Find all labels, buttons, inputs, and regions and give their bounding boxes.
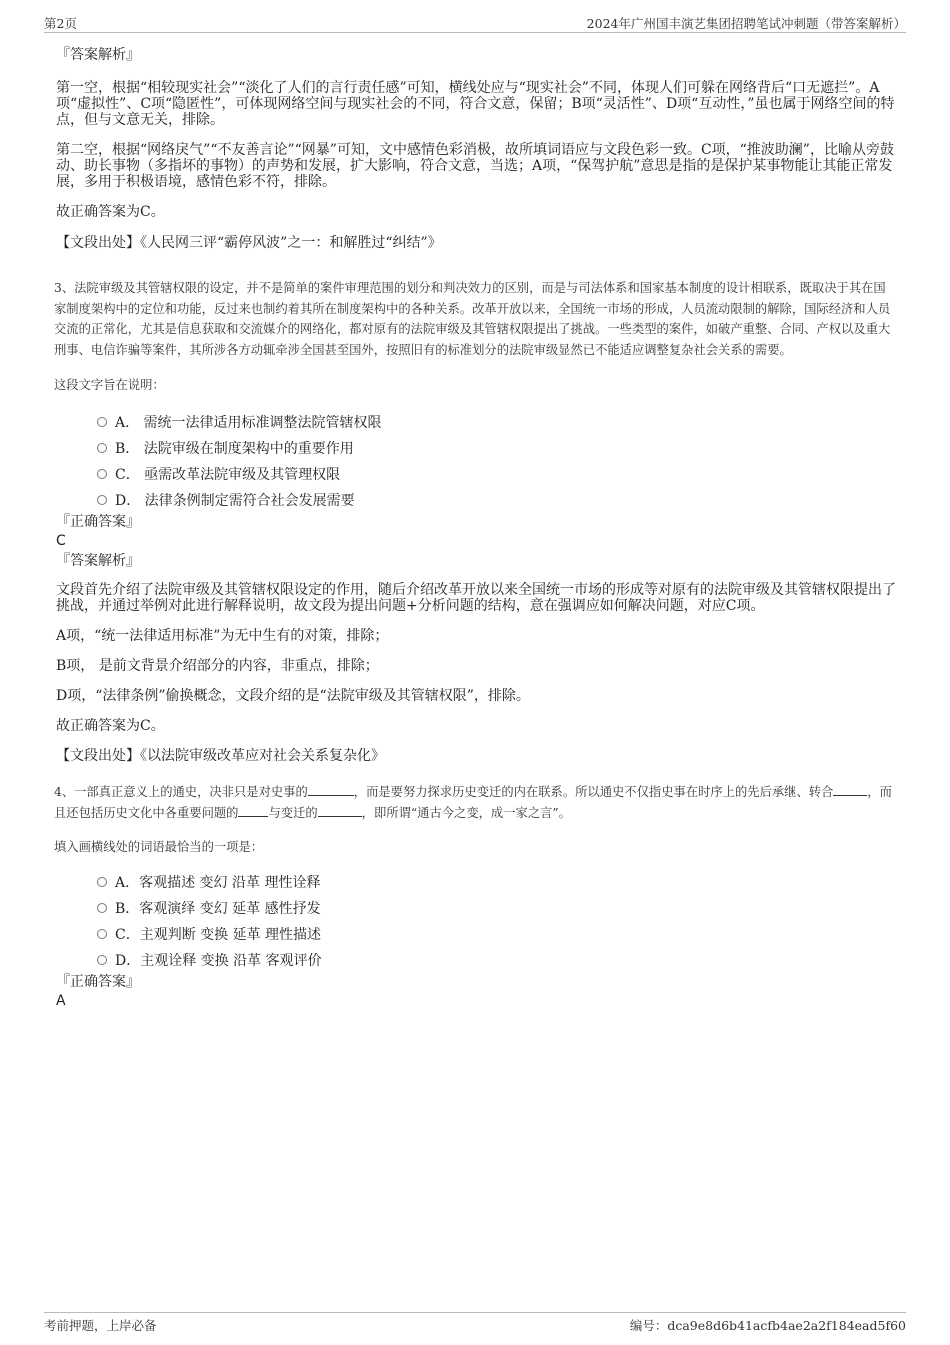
question-text: 4、一部真正意义上的通史，决非只是对史事的 ，而是要努力探求历史变迁的内在联系。所以通史不仅指史事在时序上的先后承继、转合 ，而且还包括历史文化中各重要问题的 与变迁的 ，即所谓“通古今之变，成一家之言”。 — [54, 782, 896, 823]
fill-blank-4 — [318, 803, 362, 817]
question-prompt: 这段文字旨在说明： — [54, 378, 165, 392]
option-b[interactable] — [97, 439, 896, 465]
radio-button[interactable] — [97, 877, 107, 887]
fill-blank-3 — [238, 803, 268, 817]
radio-button[interactable] — [97, 495, 107, 505]
analysis-paragraph: 第二空，根据“网络戾气”“不友善言论”“网暴”可知，文中感情色彩消极，故所填词语应与文段色彩一致。C项，“推波助澜”，比喻从旁鼓动、助长事物（多指坏的事物）的声势和发展，扩大影响，符合文意，当选；A项，“保驾护航”意思是指的是保护某事物能让其能正常发展，多用于积极语境，感情色彩不符，排除。 — [56, 142, 894, 190]
question-prompt: 填入画横线处的词语最恰当的一项是： — [54, 840, 264, 854]
answer-analysis-label: 『答案解析』 — [56, 553, 140, 569]
option-label: C．主观判断 变换 延革 理性描述 — [115, 927, 322, 943]
question-text: 3、法院审级及其管辖权限的设定，并不是简单的案件审理范围的划分和判决效力的区别，而是与司法体系和国家基本制度的设计相联系，既取决于其在国家制度架构中的定位和功能，反过来也制约着其所在制度架构中的各种关系。改革开放以来，全国统一市场的形成，人员流动限制的解除，国际经济和人员交流的正常化，尤其是信息获取和交流媒介的网络化，都对原有的法院审级及其管辖权限提出了挑战。一些类型的案件，如破产重整、合同、产权以及重大刑事、电信诈骗等案件，其所涉各方动辄牵涉全国甚至国外，按照旧有的标准划分的法院审级显然已不能适应调整复杂社会关系的需要。 — [54, 281, 891, 357]
source-citation: 【文段出处】《人民网三评“霸停风波”之一：和解胜过“纠结”》 — [56, 235, 442, 251]
option-c[interactable] — [97, 925, 896, 951]
radio-button[interactable] — [97, 929, 107, 939]
option-c[interactable] — [97, 465, 896, 491]
option-d[interactable] — [97, 951, 896, 977]
fill-blank-2 — [833, 782, 867, 796]
conclusion: 故正确答案为C。 — [56, 718, 165, 734]
analysis-note-d: D项，“法律条例”偷换概念，文段介绍的是“法院审级及其管辖权限”，排除。 — [56, 688, 530, 704]
fill-blank-1 — [308, 782, 354, 796]
page-header — [44, 12, 906, 33]
page-content — [56, 46, 896, 1009]
option-a[interactable] — [97, 413, 896, 439]
option-label: C． 亟需改革法院审级及其管理权限 — [115, 467, 341, 483]
correct-answer-label: 『正确答案』 — [56, 514, 140, 530]
radio-button[interactable] — [97, 417, 107, 427]
option-d[interactable] — [97, 491, 896, 517]
conclusion: 故正确答案为C。 — [56, 204, 165, 220]
option-label: B． 法院审级在制度架构中的重要作用 — [115, 441, 354, 457]
page-footer — [44, 1312, 906, 1335]
source-citation: 【文段出处】《以法院审级改革应对社会关系复杂化》 — [56, 748, 385, 764]
analysis-note-b: B项， 是前文背景介绍部分的内容，非重点，排除； — [56, 658, 379, 674]
options-list — [97, 873, 896, 977]
options-list — [97, 413, 896, 517]
footer-slogan: 考前押题，上岸必备 — [44, 1318, 157, 1333]
document-title: 2024年广州国丰演艺集团招聘笔试冲刺题（带答案解析） — [586, 16, 906, 31]
answer-analysis-label: 『答案解析』 — [56, 47, 140, 63]
document-code: 编号：dca9e8d6b41acfb4ae2a2f184ead5f60 — [629, 1318, 906, 1333]
radio-button[interactable] — [97, 955, 107, 965]
radio-button[interactable] — [97, 903, 107, 913]
radio-button[interactable] — [97, 443, 107, 453]
option-label: B．客观演绎 变幻 延革 感性抒发 — [115, 901, 321, 917]
option-a[interactable] — [97, 873, 896, 899]
correct-answer: A — [56, 993, 66, 1009]
analysis-note-a: A项，“统一法律适用标准”为无中生有的对策，排除； — [56, 628, 389, 644]
correct-answer-label: 『正确答案』 — [56, 974, 140, 990]
option-b[interactable] — [97, 899, 896, 925]
radio-button[interactable] — [97, 469, 107, 479]
correct-answer: C — [56, 533, 66, 549]
analysis-paragraph: 第一空，根据“相较现实社会”“淡化了人们的言行责任感”可知，横线处应与“现实社会”不同，体现人们可躲在网络背后“口无遮拦”。A项“虚拟性”、C项“隐匿性”，可体现网络空间与现实社会的不同，符合文意，保留；B项“灵活性”、D项“互动性，”虽也属于网络空间的特点，但与文意无关，排除。 — [56, 80, 895, 128]
option-label: D． 法律条例制定需符合社会发展需要 — [115, 493, 355, 509]
option-label: D．主观诠释 变换 沿革 客观评价 — [115, 953, 322, 969]
page-number: 第2页 — [44, 16, 77, 31]
option-label: A． 需统一法律适用标准调整法院管辖权限 — [115, 415, 382, 431]
option-label: A．客观描述 变幻 沿革 理性诠释 — [115, 875, 321, 891]
analysis-paragraph: 文段首先介绍了法院审级及其管辖权限设定的作用，随后介绍改革开放以来全国统一市场的形成等对原有的法院审级及其管辖权限提出了挑战，并通过举例对此进行解释说明，故文段为提出问题+分析问题的结构，意在强调应如何解决问题，对应C项。 — [56, 582, 896, 614]
